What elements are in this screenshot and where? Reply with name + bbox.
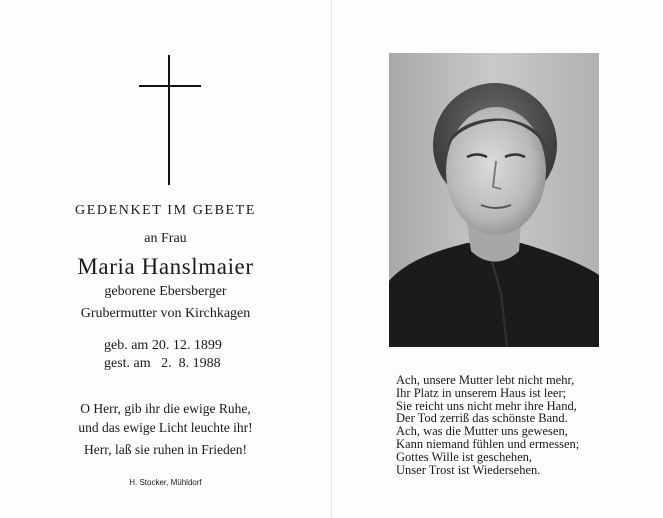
prayer-line: und das ewige Licht leuchte ihr! <box>78 420 253 435</box>
poem-line: Unser Trost ist Wiedersehen. <box>396 462 541 477</box>
prayer-line: O Herr, gib ihr die ewige Ruhe, <box>80 401 251 416</box>
poem-line: Ach, unsere Mutter lebt nicht mehr, <box>396 373 575 387</box>
prayer-closing <box>0 440 331 459</box>
prayer-line: Herr, laß sie ruhen in Frieden! <box>84 442 247 457</box>
poem-line: Gottes Wille ist geschehen, <box>396 449 533 464</box>
memorial-poem <box>396 374 579 476</box>
maiden-name: geborene Ebersberger <box>104 284 227 299</box>
deceased-name: Maria Hanslmaier <box>77 254 254 279</box>
poem-line: Kann niemand fühlen und ermessen; <box>396 436 580 451</box>
portrait-photo <box>389 53 599 347</box>
prayer-block <box>0 399 331 437</box>
poem-line: Ihr Platz in unserem Haus ist leer; <box>396 385 567 400</box>
printer-credit: H. Stocker, Mühldorf <box>129 478 202 487</box>
death-date: gest. am 2. 8. 1988 <box>104 356 221 371</box>
birth-date: geb. am 20. 12. 1899 <box>104 338 222 353</box>
portrait-image <box>389 53 599 347</box>
poem-line: Ach, was die Mutter uns gewesen, <box>396 424 568 439</box>
cross-icon <box>139 55 201 185</box>
occupation: Grubermutter von Kirchkagen <box>80 306 251 321</box>
salutation: an Frau <box>144 231 187 246</box>
left-panel <box>0 0 331 518</box>
life-dates <box>104 337 222 373</box>
poem-line: Sie reicht uns nicht mehr ihre Hand, <box>396 398 577 413</box>
poem-line: Der Tod zerriß das schönste Band. <box>396 411 568 426</box>
heading: GEDENKET IM GEBETE <box>75 203 256 218</box>
card-fold-line <box>331 0 332 518</box>
